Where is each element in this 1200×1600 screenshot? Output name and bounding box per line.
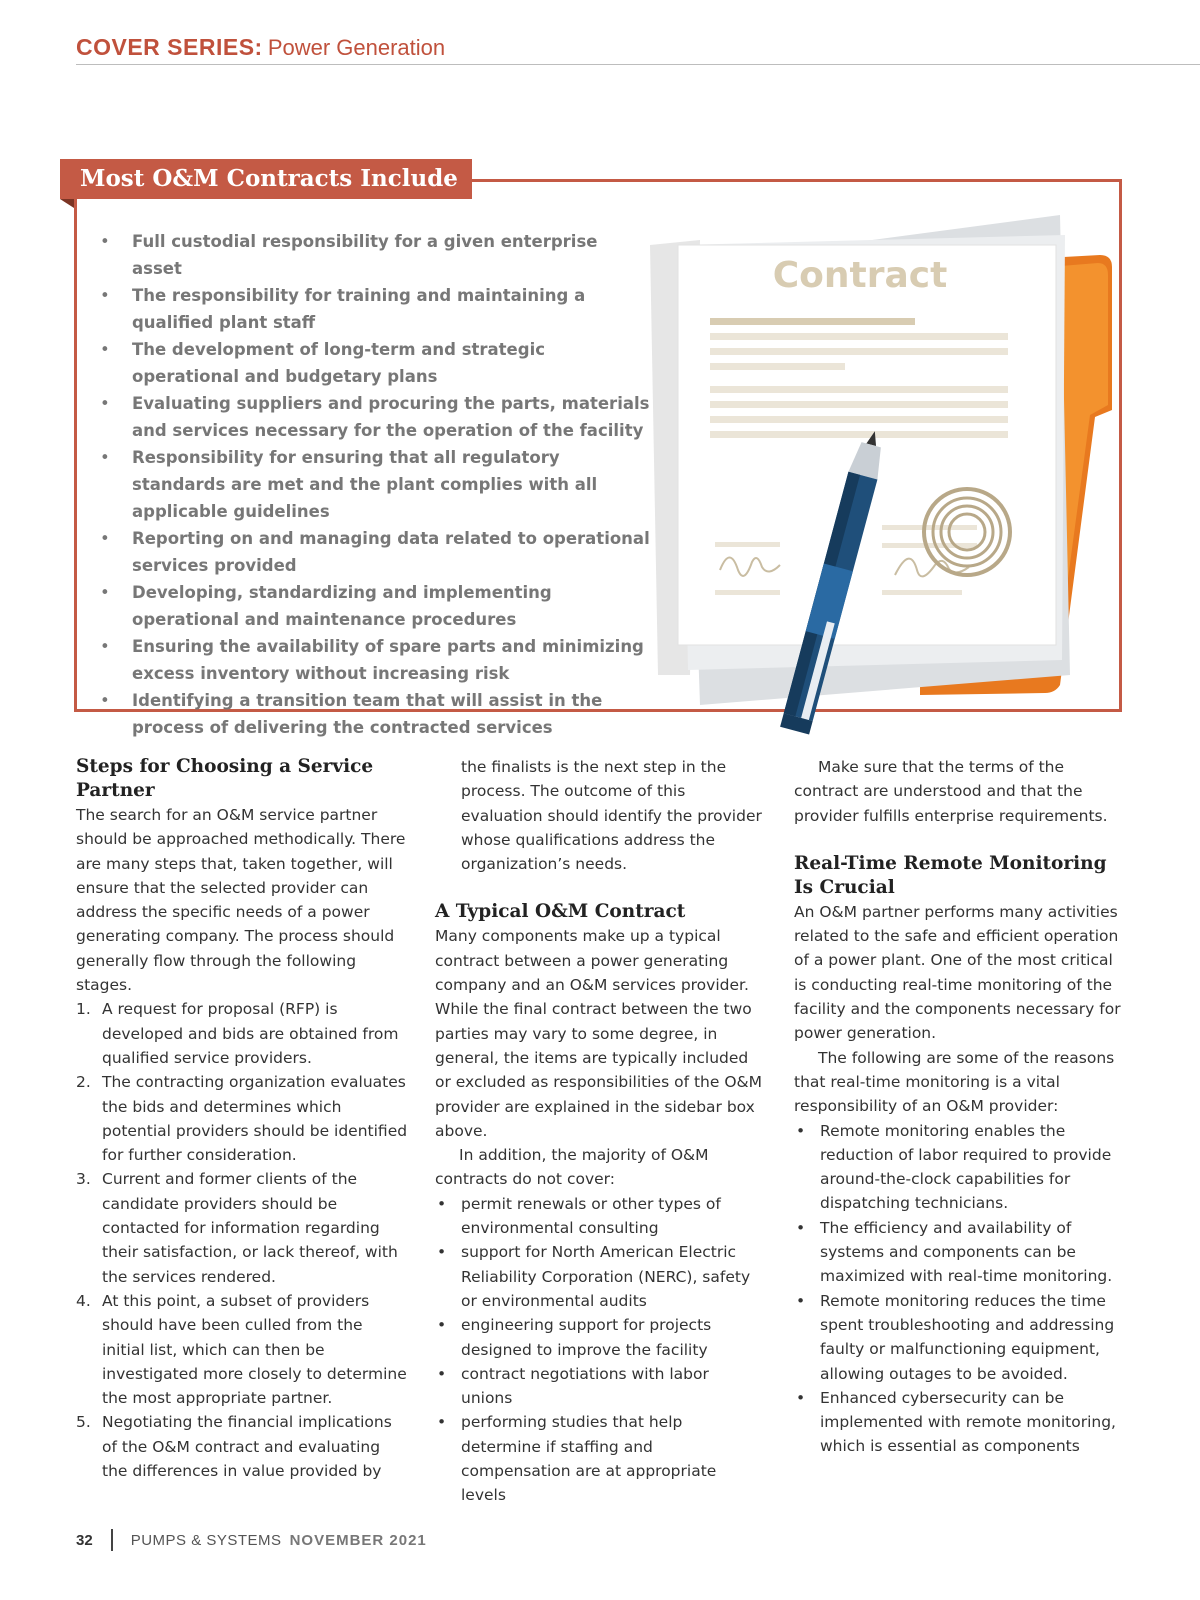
list-item: • permit renewals or other types of environmental consulting: [435, 1192, 765, 1241]
series-topic: Power Generation: [267, 35, 446, 60]
sidebar-item: • Identifying a transition team that will assist in the process of delivering the contracted services: [100, 687, 650, 741]
sidebar-tab-fold: [60, 199, 74, 208]
column-2: [435, 755, 765, 1508]
section-heading: Steps for Choosing a Service Partner: [76, 756, 374, 801]
list-item: [76, 1167, 410, 1288]
list-item: • contract negotiations with labor unions: [435, 1362, 765, 1411]
step-text: At this point, a subset of providers should have been culled from the initial list, which can then be investigated more closely to determine the most appropriate partner.: [102, 1291, 407, 1408]
page-number: 32: [76, 1531, 93, 1549]
list-item: [76, 1289, 410, 1410]
heading-line: Real-Time Remote Monitoring: [794, 852, 1107, 874]
column-1: [76, 755, 410, 1483]
sidebar-item: • Responsibility for ensuring that all regulatory standards are met and the plant complies with all applicable guidelines: [100, 444, 650, 525]
page-header: [76, 34, 1200, 65]
publication-name: PUMPS & SYSTEMS: [130, 1531, 282, 1549]
step-number: 4.: [76, 1291, 91, 1310]
bullet-list: [435, 1192, 765, 1508]
sidebar-item: • The responsibility for training and maintaining a qualified plant staff: [100, 282, 650, 336]
paragraph: In addition, the majority of O&M contracts do not cover:: [435, 1146, 709, 1189]
page-footer: [76, 1528, 427, 1552]
step-text: Current and former clients of the candidate providers should be contacted for information regarding their satisfaction, or lack thereof, with the services rendered.: [102, 1170, 398, 1286]
paragraph: The search for an O&M service partner should be approached methodically. There are many steps that, taken together, will ensure that the selected provider can address the specific needs of a power generating company. The process should generally flow through the following stages.: [76, 806, 406, 995]
steps-list: [76, 997, 410, 1483]
column-3: [794, 755, 1128, 1459]
paragraph: An O&M partner performs many activities related to the safe and efficient operation of a power plant. One of the most critical is conducting real-time monitoring of the facility and the components necessary for power generation.: [794, 902, 1121, 1043]
paragraph: Many components make up a typical contract between a power generating company and an O&M services provider. While the final contract between the two parties may vary to some degree, in general, the items are typically included or excluded as responsibilities of the O&M provider are explained in the sidebar box above.: [435, 927, 762, 1140]
list-item: • Remote monitoring enables the reduction of labor required to provide around-the-clock capabilities for dispatching technicians.: [794, 1119, 1128, 1216]
section-heading: A Typical O&M Contract: [435, 901, 686, 923]
list-item: • engineering support for projects designed to improve the facility: [435, 1313, 765, 1362]
step-text: Negotiating the financial implications of the O&M contract and evaluating the differences in value provided by: [102, 1413, 392, 1481]
list-item: • Enhanced cybersecurity can be implemented with remote monitoring, which is essential as components: [794, 1386, 1128, 1459]
sidebar-title: Most O&M Contracts Include: [60, 159, 472, 199]
paragraph: the finalists is the next step in the process. The outcome of this evaluation should identify the provider whose qualifications address the organization’s needs.: [461, 758, 762, 874]
section-heading: [794, 852, 1128, 900]
list-item: [76, 1410, 410, 1483]
paragraph: The following are some of the reasons that real-time monitoring is a vital responsibility of an O&M provider:: [794, 1048, 1115, 1116]
step-number: 5.: [76, 1413, 91, 1432]
step-number: 2.: [76, 1073, 91, 1092]
bullet-list: [794, 1119, 1128, 1459]
issue-date: NOVEMBER 2021: [289, 1531, 427, 1549]
sidebar-item: • Developing, standardizing and implementing operational and maintenance procedures: [100, 579, 650, 633]
footer-divider: [111, 1529, 113, 1551]
contract-document-with-pen-icon: [650, 205, 1130, 765]
sidebar-item: • Reporting on and managing data related to operational services provided: [100, 525, 650, 579]
step-number: 1.: [76, 1000, 91, 1019]
step-text: A request for proposal (RFP) is developed and bids are obtained from qualified service providers.: [102, 1000, 399, 1067]
sidebar-item: • Full custodial responsibility for a given enterprise asset: [100, 228, 650, 282]
step-text: The contracting organization evaluates the bids and determines which potential providers should be identified for further consideration.: [102, 1073, 408, 1165]
list-item: [76, 997, 410, 1070]
heading-line: Is Crucial: [794, 876, 895, 898]
paragraph: Make sure that the terms of the contract are understood and that the provider fulfills enterprise requirements.: [794, 758, 1108, 825]
step-number: 3.: [76, 1170, 91, 1189]
contract-label: Contract: [772, 255, 948, 296]
sidebar-item: • The development of long-term and strategic operational and budgetary plans: [100, 336, 650, 390]
list-item: [76, 1070, 410, 1167]
series-label: COVER SERIES:: [76, 34, 263, 60]
list-item: • Remote monitoring reduces the time spent troubleshooting and addressing faulty or malfunctioning equipment, allowing outages to be avoided.: [794, 1289, 1128, 1386]
list-item: • performing studies that help determine if staffing and compensation are at appropriate levels: [435, 1410, 765, 1507]
sidebar-item: • Evaluating suppliers and procuring the parts, materials and services necessary for the operation of the facility: [100, 390, 650, 444]
sidebar-list: [100, 228, 650, 741]
list-item: • The efficiency and availability of systems and components can be maximized with real-time monitoring.: [794, 1216, 1128, 1289]
list-item: • support for North American Electric Reliability Corporation (NERC), safety or environmental audits: [435, 1240, 765, 1313]
sidebar-item: • Ensuring the availability of spare parts and minimizing excess inventory without increasing risk: [100, 633, 650, 687]
